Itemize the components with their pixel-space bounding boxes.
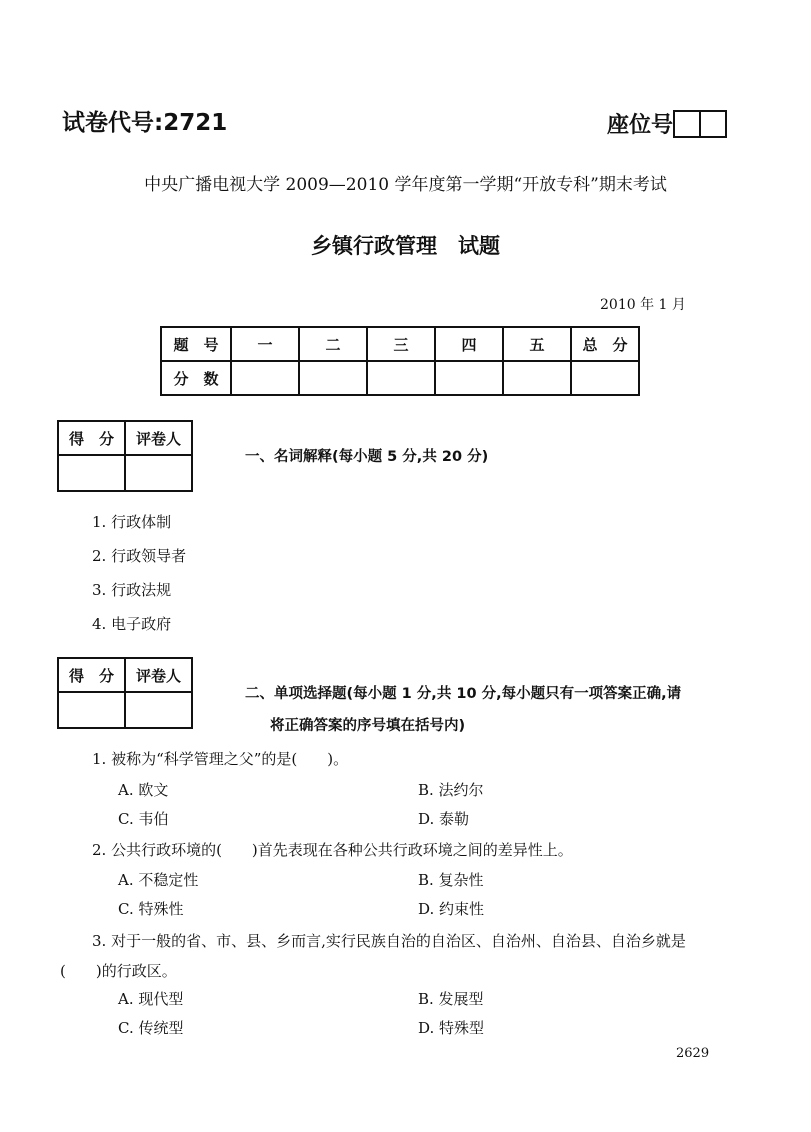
option-b: B. 复杂性: [418, 871, 484, 889]
section1-heading: 一、名词解释(每小题 5 分,共 20 分): [245, 449, 489, 465]
section2-heading-cont: 将正确答案的序号填在括号内): [270, 718, 466, 734]
exam-date: 2010 年 1 月: [600, 297, 686, 313]
score-label: 得 分: [58, 421, 125, 455]
option-b: B. 发展型: [418, 990, 484, 1008]
list-item: 2. 行政领导者: [92, 547, 187, 565]
option-c: C. 特殊性: [118, 900, 184, 918]
option-d: D. 特殊型: [418, 1019, 485, 1037]
score-table-header-row: [161, 327, 639, 361]
option-a: A. 欧文: [118, 781, 169, 799]
option-c: C. 韦伯: [118, 810, 169, 828]
score-entry-cell: [571, 361, 639, 395]
grader-entry-cell: [58, 692, 125, 728]
score-entry-cell: [435, 361, 503, 395]
score-table-cell: 五: [503, 327, 571, 361]
list-item: 4. 电子政府: [92, 615, 172, 633]
grader-label: 评卷人: [125, 658, 192, 692]
question-text: 3. 对于一般的省、市、县、乡而言,实行民族自治的自治区、自治州、自治县、自治乡就是: [92, 932, 686, 950]
exam-subtitle: 中央广播电视大学 2009—2010 学年度第一学期“开放专科”期末考试: [144, 175, 667, 195]
option-a: A. 现代型: [118, 990, 184, 1008]
score-label: 得 分: [58, 658, 125, 692]
score-table-cell: 二: [299, 327, 367, 361]
score-entry-cell: [367, 361, 435, 395]
score-table-cell: 题 号: [161, 327, 231, 361]
grader-entry-cell: [125, 455, 192, 491]
seat-boxes: [675, 110, 727, 138]
option-d: D. 泰勒: [418, 810, 470, 828]
option-b: B. 法约尔: [418, 781, 484, 799]
seat-box: [699, 110, 727, 138]
list-item: 3. 行政法规: [92, 581, 172, 599]
option-c: C. 传统型: [118, 1019, 184, 1037]
score-table-cell: 总 分: [571, 327, 639, 361]
seat-label: 座位号: [607, 113, 674, 138]
question-text: 1. 被称为“科学管理之父”的是( )。: [92, 750, 349, 768]
grader-box: [57, 420, 193, 492]
exam-title: 乡镇行政管理 试题: [311, 234, 500, 258]
score-table-score-row: [161, 361, 639, 395]
score-entry-cell: [503, 361, 571, 395]
score-table-cell: 四: [435, 327, 503, 361]
score-entry-cell: [231, 361, 299, 395]
score-entry-cell: [299, 361, 367, 395]
score-table-cell: 一: [231, 327, 299, 361]
question-text: 2. 公共行政环境的( )首先表现在各种公共行政环境之间的差异性上。: [92, 841, 573, 859]
grader-entry-cell: [58, 455, 125, 491]
grader-box: [57, 657, 193, 729]
grader-entry-cell: [125, 692, 192, 728]
list-item: 1. 行政体制: [92, 513, 172, 531]
question-text-cont: ( )的行政区。: [60, 962, 177, 980]
page-number: 2629: [676, 1046, 710, 1061]
paper-code: 试卷代号:2721: [62, 110, 228, 136]
option-d: D. 约束性: [418, 900, 485, 918]
section2-heading: 二、单项选择题(每小题 1 分,共 10 分,每小题只有一项答案正确,请: [245, 686, 682, 702]
seat-box: [673, 110, 701, 138]
option-a: A. 不稳定性: [118, 871, 199, 889]
score-table: [160, 326, 640, 396]
seat-number-field: [607, 108, 727, 139]
score-table-cell: 分 数: [161, 361, 231, 395]
score-table-cell: 三: [367, 327, 435, 361]
grader-label: 评卷人: [125, 421, 192, 455]
